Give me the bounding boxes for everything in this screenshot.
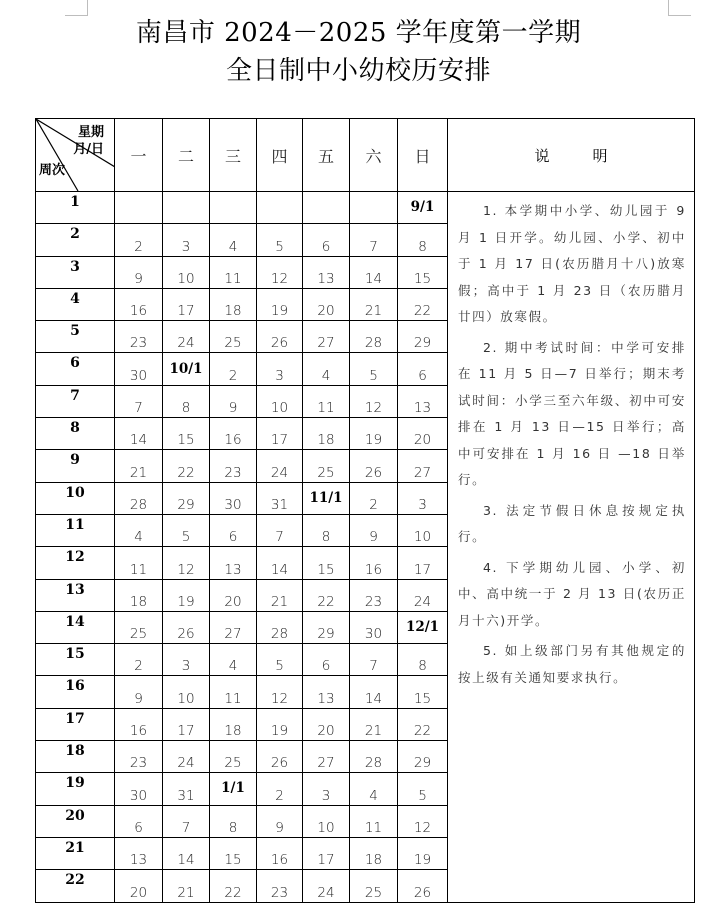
- date-cell: 20: [210, 579, 257, 611]
- date-cell: 5: [350, 353, 398, 385]
- date-cell: 28: [350, 321, 398, 353]
- date-cell: 26: [398, 870, 448, 902]
- weekday-header-thu: 四: [257, 119, 303, 192]
- date-cell: 24: [257, 450, 303, 482]
- date-cell: 4: [210, 224, 257, 256]
- date-cell: 21: [350, 708, 398, 740]
- week-number-cell: 18: [36, 741, 115, 773]
- table-row: [36, 192, 695, 224]
- school-calendar-table: [35, 118, 695, 903]
- date-cell: 30: [115, 773, 163, 805]
- date-cell: 14: [163, 837, 210, 869]
- date-cell: 21: [257, 579, 303, 611]
- date-cell: 20: [115, 870, 163, 902]
- date-cell: 6: [303, 644, 350, 676]
- date-cell: 17: [303, 837, 350, 869]
- date-cell: 4: [210, 644, 257, 676]
- date-cell: 8: [398, 644, 448, 676]
- date-cell: 2: [115, 224, 163, 256]
- date-cell: 20: [303, 708, 350, 740]
- date-cell: 6: [115, 805, 163, 837]
- week-number-cell: 4: [36, 288, 115, 320]
- weekday-header-fri: 五: [303, 119, 350, 192]
- date-cell: 24: [163, 741, 210, 773]
- date-cell: 3: [163, 224, 210, 256]
- date-cell: 11: [303, 385, 350, 417]
- date-cell: 25: [210, 321, 257, 353]
- date-cell: 5: [257, 224, 303, 256]
- date-cell: [210, 192, 257, 224]
- date-cell: 25: [350, 870, 398, 902]
- date-cell: 15: [163, 418, 210, 450]
- date-cell: 12: [350, 385, 398, 417]
- date-cell: [303, 192, 350, 224]
- date-cell: 16: [115, 288, 163, 320]
- date-cell: 8: [163, 385, 210, 417]
- date-cell: 26: [350, 450, 398, 482]
- date-cell: 16: [257, 837, 303, 869]
- date-cell: 22: [398, 708, 448, 740]
- date-cell: 22: [163, 450, 210, 482]
- date-cell: 15: [210, 837, 257, 869]
- date-cell: 26: [163, 611, 210, 643]
- date-cell: [257, 192, 303, 224]
- date-cell: 3: [257, 353, 303, 385]
- date-cell: 7: [350, 644, 398, 676]
- date-cell: 25: [115, 611, 163, 643]
- date-cell: 3: [163, 644, 210, 676]
- week-number-cell: 13: [36, 579, 115, 611]
- date-cell: 2: [257, 773, 303, 805]
- date-cell: 27: [303, 321, 350, 353]
- date-cell: 8: [398, 224, 448, 256]
- week-number-cell: 2: [36, 224, 115, 256]
- date-cell: 10: [163, 676, 210, 708]
- date-cell: [115, 192, 163, 224]
- date-cell: 10: [163, 256, 210, 288]
- date-cell: 9: [115, 676, 163, 708]
- date-cell: 27: [210, 611, 257, 643]
- date-cell: 6: [303, 224, 350, 256]
- weekday-header-tue: 二: [163, 119, 210, 192]
- date-cell: 29: [303, 611, 350, 643]
- weekday-header-sun: 日: [398, 119, 448, 192]
- date-cell: 8: [303, 514, 350, 546]
- date-cell: 22: [210, 870, 257, 902]
- date-cell: 6: [398, 353, 448, 385]
- date-cell: 21: [163, 870, 210, 902]
- date-cell: 18: [210, 708, 257, 740]
- week-number-cell: 17: [36, 708, 115, 740]
- week-number-cell: 9: [36, 450, 115, 482]
- note-paragraph: 4. 下学期幼儿园、小学、初中、高中统一于 2 月 13 日(农历正月十六)开学。: [458, 559, 686, 628]
- date-cell: 22: [398, 288, 448, 320]
- date-cell: 8: [210, 805, 257, 837]
- date-cell: 9: [210, 385, 257, 417]
- date-cell: 10: [257, 385, 303, 417]
- date-cell: 2: [210, 353, 257, 385]
- date-cell: 9: [257, 805, 303, 837]
- date-cell: 26: [257, 741, 303, 773]
- date-cell: 7: [350, 224, 398, 256]
- date-cell: 9: [350, 514, 398, 546]
- week-number-cell: 14: [36, 611, 115, 643]
- week-number-cell: 11: [36, 514, 115, 546]
- date-cell: 29: [398, 741, 448, 773]
- date-cell: 24: [163, 321, 210, 353]
- date-cell: 2: [350, 482, 398, 514]
- date-cell: 30: [210, 482, 257, 514]
- date-cell: 16: [210, 418, 257, 450]
- date-cell: 11: [115, 547, 163, 579]
- date-cell: 25: [210, 741, 257, 773]
- date-cell: 18: [115, 579, 163, 611]
- weekday-header-wed: 三: [210, 119, 257, 192]
- diagonal-header-cell: [36, 119, 115, 192]
- month-start-date-cell: 12/1: [398, 611, 448, 643]
- date-cell: 15: [398, 256, 448, 288]
- date-cell: 21: [115, 450, 163, 482]
- notes-cell: [448, 192, 695, 903]
- week-number-cell: 16: [36, 676, 115, 708]
- note-paragraph: 2. 期中考试时间：中学可安排在 11 月 5 日—7 日举行；期末考试时间：小学三至六年级、初中可安排在 1 月 13 日—15 日举行；高中可安排在 1 月 16 日 —18 日举行。: [458, 339, 686, 487]
- date-cell: 10: [398, 514, 448, 546]
- date-cell: 31: [257, 482, 303, 514]
- week-number-cell: 1: [36, 192, 115, 224]
- date-cell: 16: [115, 708, 163, 740]
- date-cell: 5: [163, 514, 210, 546]
- date-cell: 12: [257, 256, 303, 288]
- date-cell: 12: [257, 676, 303, 708]
- date-cell: 12: [163, 547, 210, 579]
- date-cell: 4: [115, 514, 163, 546]
- date-cell: 14: [350, 676, 398, 708]
- date-cell: 24: [303, 870, 350, 902]
- table-header-row: [36, 119, 695, 192]
- date-cell: 27: [303, 741, 350, 773]
- date-cell: 2: [115, 644, 163, 676]
- date-cell: 28: [115, 482, 163, 514]
- header-label-month-day: 月/日: [73, 142, 104, 157]
- date-cell: 11: [350, 805, 398, 837]
- date-cell: 13: [303, 256, 350, 288]
- date-cell: 7: [115, 385, 163, 417]
- date-cell: 19: [257, 708, 303, 740]
- date-cell: 14: [257, 547, 303, 579]
- date-cell: 20: [303, 288, 350, 320]
- date-cell: 17: [398, 547, 448, 579]
- date-cell: 10: [303, 805, 350, 837]
- date-cell: 17: [163, 288, 210, 320]
- date-cell: 14: [115, 418, 163, 450]
- week-number-cell: 22: [36, 870, 115, 902]
- month-start-date-cell: 9/1: [398, 192, 448, 224]
- date-cell: 23: [350, 579, 398, 611]
- date-cell: 23: [210, 450, 257, 482]
- date-cell: 4: [303, 353, 350, 385]
- date-cell: 23: [257, 870, 303, 902]
- date-cell: 6: [210, 514, 257, 546]
- week-number-cell: 5: [36, 321, 115, 353]
- date-cell: 24: [398, 579, 448, 611]
- date-cell: 26: [257, 321, 303, 353]
- date-cell: 30: [115, 353, 163, 385]
- date-cell: 3: [398, 482, 448, 514]
- date-cell: 22: [303, 579, 350, 611]
- date-cell: 21: [350, 288, 398, 320]
- document-title-line2: 全日制中小幼校历安排: [225, 56, 491, 86]
- month-start-date-cell: 11/1: [303, 482, 350, 514]
- week-number-cell: 6: [36, 353, 115, 385]
- week-number-cell: 3: [36, 256, 115, 288]
- week-number-cell: 21: [36, 837, 115, 869]
- date-cell: 31: [163, 773, 210, 805]
- date-cell: 28: [257, 611, 303, 643]
- date-cell: 28: [350, 741, 398, 773]
- page-corner-mark-right: [668, 0, 691, 16]
- date-cell: 18: [210, 288, 257, 320]
- date-cell: 19: [163, 579, 210, 611]
- date-cell: 14: [350, 256, 398, 288]
- date-cell: 19: [398, 837, 448, 869]
- date-cell: 23: [115, 741, 163, 773]
- date-cell: 16: [350, 547, 398, 579]
- date-cell: 13: [303, 676, 350, 708]
- date-cell: 29: [163, 482, 210, 514]
- date-cell: 13: [398, 385, 448, 417]
- date-cell: 17: [163, 708, 210, 740]
- week-number-cell: 7: [36, 385, 115, 417]
- date-cell: 19: [257, 288, 303, 320]
- date-cell: 15: [398, 676, 448, 708]
- date-cell: [163, 192, 210, 224]
- date-cell: 3: [303, 773, 350, 805]
- date-cell: 18: [303, 418, 350, 450]
- date-cell: 13: [115, 837, 163, 869]
- date-cell: 20: [398, 418, 448, 450]
- week-number-cell: 10: [36, 482, 115, 514]
- document-title-line1: 南昌市 2024－2025 学年度第一学期: [135, 18, 582, 48]
- date-cell: 23: [115, 321, 163, 353]
- weekday-header-mon: 一: [115, 119, 163, 192]
- date-cell: 11: [210, 676, 257, 708]
- week-number-cell: 15: [36, 644, 115, 676]
- weekday-header-sat: 六: [350, 119, 398, 192]
- notes-header: 说 明: [448, 119, 695, 192]
- week-number-cell: 19: [36, 773, 115, 805]
- date-cell: 29: [398, 321, 448, 353]
- date-cell: 18: [350, 837, 398, 869]
- date-cell: 30: [350, 611, 398, 643]
- date-cell: 17: [257, 418, 303, 450]
- header-label-weekday: 星期: [77, 125, 104, 140]
- note-paragraph: 1. 本学期中小学、幼儿园于 9 月 1 日开学。幼儿园、小学、初中于 1 月 17 日(农历腊月十八)放寒假；高中于 1 月 23 日（农历腊月廿四）放寒假。: [458, 203, 686, 324]
- date-cell: [350, 192, 398, 224]
- date-cell: 7: [257, 514, 303, 546]
- date-cell: 11: [210, 256, 257, 288]
- month-start-date-cell: 1/1: [210, 773, 257, 805]
- note-paragraph: 3. 法定节假日休息按规定执行。: [458, 502, 686, 544]
- date-cell: 13: [210, 547, 257, 579]
- page-corner-mark-left: [65, 0, 88, 16]
- date-cell: 15: [303, 547, 350, 579]
- header-label-week-number: 周次: [39, 163, 66, 178]
- date-cell: 7: [163, 805, 210, 837]
- date-cell: 12: [398, 805, 448, 837]
- date-cell: 25: [303, 450, 350, 482]
- date-cell: 9: [115, 256, 163, 288]
- date-cell: 5: [257, 644, 303, 676]
- date-cell: 27: [398, 450, 448, 482]
- note-paragraph: 5. 如上级部门另有其他规定的按上级有关通知要求执行。: [458, 643, 686, 685]
- date-cell: 19: [350, 418, 398, 450]
- month-start-date-cell: 10/1: [163, 353, 210, 385]
- date-cell: 5: [398, 773, 448, 805]
- date-cell: 4: [350, 773, 398, 805]
- week-number-cell: 20: [36, 805, 115, 837]
- week-number-cell: 8: [36, 418, 115, 450]
- week-number-cell: 12: [36, 547, 115, 579]
